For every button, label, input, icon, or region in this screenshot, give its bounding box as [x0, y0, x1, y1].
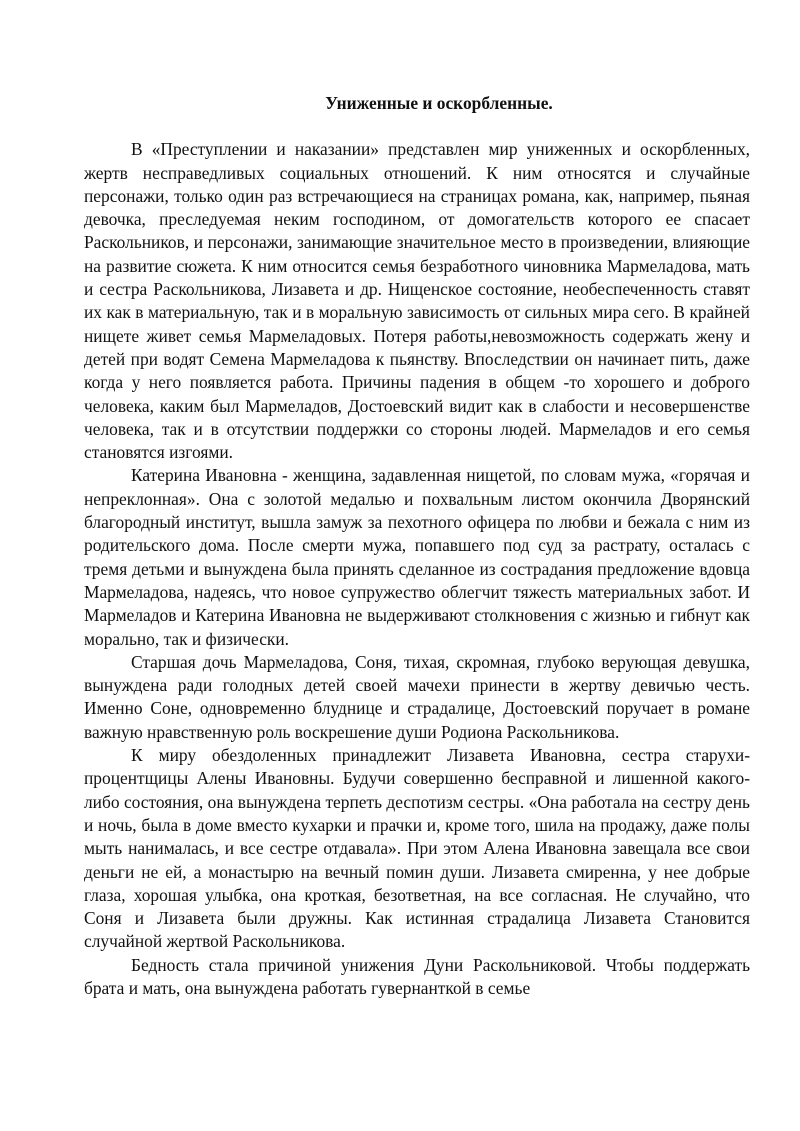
document-title: Униженные и оскорбленные.: [325, 93, 553, 113]
paragraph-2: Катерина Ивановна - женщина, задавленная нищетой, по словам мужа, «горячая и непреклонная». Она с золотой медалью и похвальным листом окончила Дворянский благородный институт, вышла замуж за пехотного офицера по любви и бежала с ним из родительского дома. После смерти мужа, попавшего под суд за растрату, осталась с тремя детьми и вынуждена была принять сделанное из сострадания предложение вдовца Мармеладова, надеясь, что новое супружество облегчит тяжесть материальных забот. И Мармеладов и Катерина Ивановна не выдерживают столкновения с жизнью и гибнут как морально, так и физически.: [84, 465, 750, 649]
paragraph-5: Бедность стала причиной унижения Дуни Раскольниковой. Чтобы поддержать брата и мать, она вынуждена работать гувернанткой в семье: [84, 954, 750, 998]
document-page: [84, 92, 750, 1000]
paragraph-4: К миру обездоленных принадлежит Лизавета Ивановна, сестра старухи-процентщицы Алены Ивановны. Будучи совершенно бесправной и лишенной какого-либо состояния, она вынуждена терпеть деспотизм сестры. «Она работала на сестру день и ночь, была в доме вместо кухарки и прачки и, кроме того, шила на продажу, даже полы мыть нанималась, и все сестре отдавала». При этом Алена Ивановна завещала все свои деньги не ей, а монастырю на вечный помин души. Лизавета смиренна, у нее добрые глаза, хорошая улыбка, она кроткая, безответная, на все согласная. Не случайно, что Соня и Лизавета были дружны. Как истинная страдалица Лизавета Становится случайной жертвой Раскольникова.: [84, 745, 750, 952]
paragraph-1: В «Преступлении и наказании» представлен мир униженных и оскорбленных, жертв несправедливых социальных отношений. К ним относятся и случайные персонажи, только один раз встречающиеся на страницах романа, как, например, пьяная девочка, преследуемая неким господином, от домогательств которого ее спасает Раскольников, и персонажи, занимающие значительное место в произведении, влияющие на развитие сюжета. К ним относится семья безработного чиновника Мармеладова, мать и сестра Раскольникова, Лизавета и др. Нищенское состояние, необеспеченность ставят их как в материальную, так и в моральную зависимость от сильных мира сего. В крайней нищете живет семья Мармеладовых. Потеря работы,невозможность содержать жену и детей при водят Семена Мармеладова к пьянству. Впоследствии он начинает пить, даже когда у него появляется работа. Причины падения в общем -то хорошего и доброго человека, каким был Мармеладов, Достоевский видит как в слабости и несовершенстве человека, так и в отсутствии поддержки со стороны людей. Мармеладов и его семья становятся изгоями.: [84, 139, 750, 463]
paragraph-3: Старшая дочь Мармеладова, Соня, тихая, скромная, глубоко верующая девушка, вынуждена ради голодных детей своей мачехи принести в жертву девичью честь. Именно Соне, одновременно блуднице и страдалице, Достоевский поручает в романе важную нравственную роль воскрешение души Родиона Раскольникова.: [84, 651, 750, 742]
